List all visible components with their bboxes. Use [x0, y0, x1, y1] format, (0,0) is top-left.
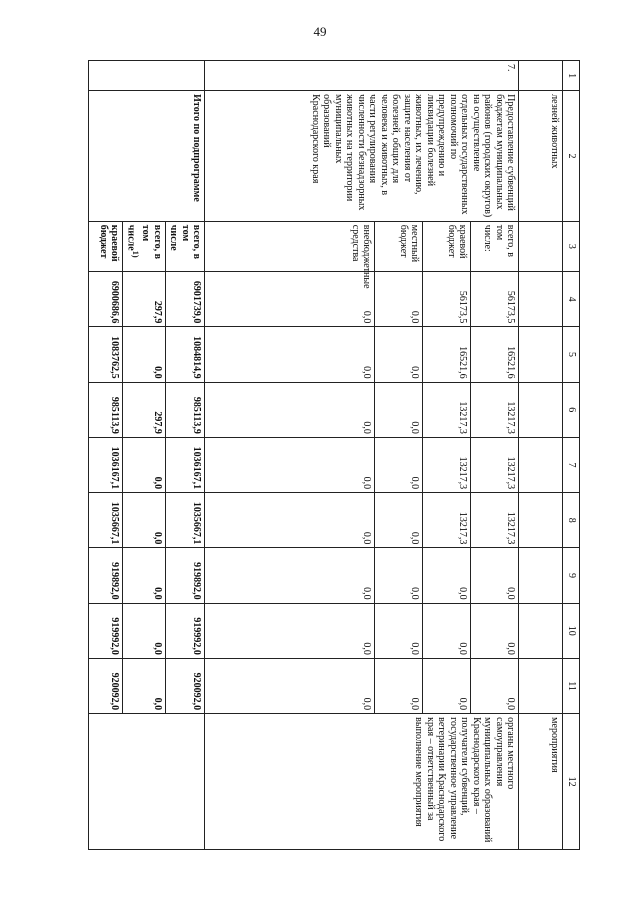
- value-cell: 0,0: [471, 658, 519, 713]
- value-cell: 0,0: [123, 327, 166, 382]
- funding-source: внебюджетные средства: [205, 221, 375, 271]
- value-cell: 6901739,0: [166, 272, 206, 327]
- col-header: 11: [563, 658, 580, 713]
- value-cell: 1035667,1: [89, 493, 123, 548]
- value-cell: 0,0: [205, 272, 375, 327]
- funding-source: краевой бюджет: [89, 221, 123, 271]
- value-cell: 985113,9: [166, 382, 206, 437]
- continuation-row: [519, 61, 563, 850]
- col-header: 4: [563, 272, 580, 327]
- value-cell: 6900686,6: [89, 272, 123, 327]
- value-cell: 0,0: [375, 603, 423, 658]
- value-cell: 0,0: [375, 327, 423, 382]
- value-cell: 919892,0: [89, 548, 123, 603]
- value-cell: 0,0: [123, 658, 166, 713]
- col-header: 6: [563, 382, 580, 437]
- col-header: 5: [563, 327, 580, 382]
- footnote-mark: 1): [131, 250, 140, 258]
- value-cell: 0,0: [123, 437, 166, 492]
- value-cell: 13217,3: [471, 493, 519, 548]
- col-header: 12: [563, 714, 580, 850]
- funding-source: всего, в том числе:: [471, 221, 519, 271]
- col-header: 2: [563, 91, 580, 222]
- value-cell: 56173,5: [423, 272, 471, 327]
- value-cell: 0,0: [471, 603, 519, 658]
- value-cell: 0,0: [123, 548, 166, 603]
- value-cell: 0,0: [375, 493, 423, 548]
- value-cell: 0,0: [375, 658, 423, 713]
- row-number: 7.: [205, 61, 519, 91]
- value-cell: 919892,0: [166, 548, 206, 603]
- value-cell: 1084814,9: [166, 327, 206, 382]
- funding-source: всего, в том числе$^{1)}$: [123, 221, 166, 271]
- value-cell: 13217,3: [471, 382, 519, 437]
- continuation-text: лезней животных: [519, 91, 563, 222]
- value-cell: 0,0: [375, 548, 423, 603]
- value-cell: 13217,3: [423, 382, 471, 437]
- col-header: 10: [563, 603, 580, 658]
- total-row: [166, 61, 206, 850]
- total-label: Итого по подпрограмме: [89, 91, 205, 222]
- value-cell: 13217,3: [471, 437, 519, 492]
- value-cell: 919992,0: [89, 603, 123, 658]
- col-header: 9: [563, 548, 580, 603]
- funding-source: краевой бюджет: [423, 221, 471, 271]
- col-header: 1: [563, 61, 580, 91]
- value-cell: 1035667,1: [166, 493, 206, 548]
- value-cell: 920092,0: [89, 658, 123, 713]
- header-row: [563, 61, 580, 850]
- value-cell: 0,0: [471, 548, 519, 603]
- value-cell: 0,0: [205, 327, 375, 382]
- budget-table: [88, 60, 580, 850]
- value-cell: 16521,6: [471, 327, 519, 382]
- value-cell: 919992,0: [166, 603, 206, 658]
- col-header: 3: [563, 221, 580, 271]
- value-cell: 0,0: [375, 272, 423, 327]
- continuation-text: мероприятия: [519, 714, 563, 850]
- value-cell: 297,9: [123, 272, 166, 327]
- value-cell: 0,0: [423, 548, 471, 603]
- value-cell: 0,0: [205, 603, 375, 658]
- value-cell: 0,0: [375, 437, 423, 492]
- value-cell: 985113,9: [89, 382, 123, 437]
- rotated-table-area: [90, 60, 580, 850]
- value-cell: 16521,6: [423, 327, 471, 382]
- value-cell: 13217,3: [423, 437, 471, 492]
- value-cell: 0,0: [205, 493, 375, 548]
- value-cell: 297,9: [123, 382, 166, 437]
- value-cell: 0,0: [423, 603, 471, 658]
- table-row: [471, 61, 519, 850]
- funding-source: всего, в том числе: [166, 221, 206, 271]
- value-cell: 0,0: [423, 658, 471, 713]
- value-cell: 920092,0: [166, 658, 206, 713]
- item-description: Предоставление субвенций бюджетам муниципальных районов (городских округов) на осуществление отдельных государственных полномочий по предупреждению и ликвидации болезней животных, их лечению, защите населения от болезней, общих для человека и животных, в части регулирования численности безнадзорных животных на территории муниципальных образований Краснодарского края: [205, 91, 519, 222]
- value-cell: 1036167,1: [89, 437, 123, 492]
- value-cell: 0,0: [375, 382, 423, 437]
- value-cell: 0,0: [205, 658, 375, 713]
- value-cell: 13217,3: [423, 493, 471, 548]
- col-header: 8: [563, 493, 580, 548]
- value-cell: 1036167,1: [166, 437, 206, 492]
- executors: органы местного самоуправления муниципальных образований Краснодарского края – получатели субвенций, государственное управление ветеринарии Краснодарского края – ответственный за выполнение мероприятия: [205, 714, 519, 850]
- value-cell: 0,0: [205, 437, 375, 492]
- page-number: 49: [313, 24, 327, 39]
- value-cell: 0,0: [123, 603, 166, 658]
- value-cell: 0,0: [205, 382, 375, 437]
- col-header: 7: [563, 437, 580, 492]
- value-cell: 56173,5: [471, 272, 519, 327]
- value-cell: 0,0: [205, 548, 375, 603]
- value-cell: 1083762,5: [89, 327, 123, 382]
- value-cell: 0,0: [123, 493, 166, 548]
- rotated-table-frame: [90, 60, 580, 850]
- funding-source: местный бюджет: [375, 221, 423, 271]
